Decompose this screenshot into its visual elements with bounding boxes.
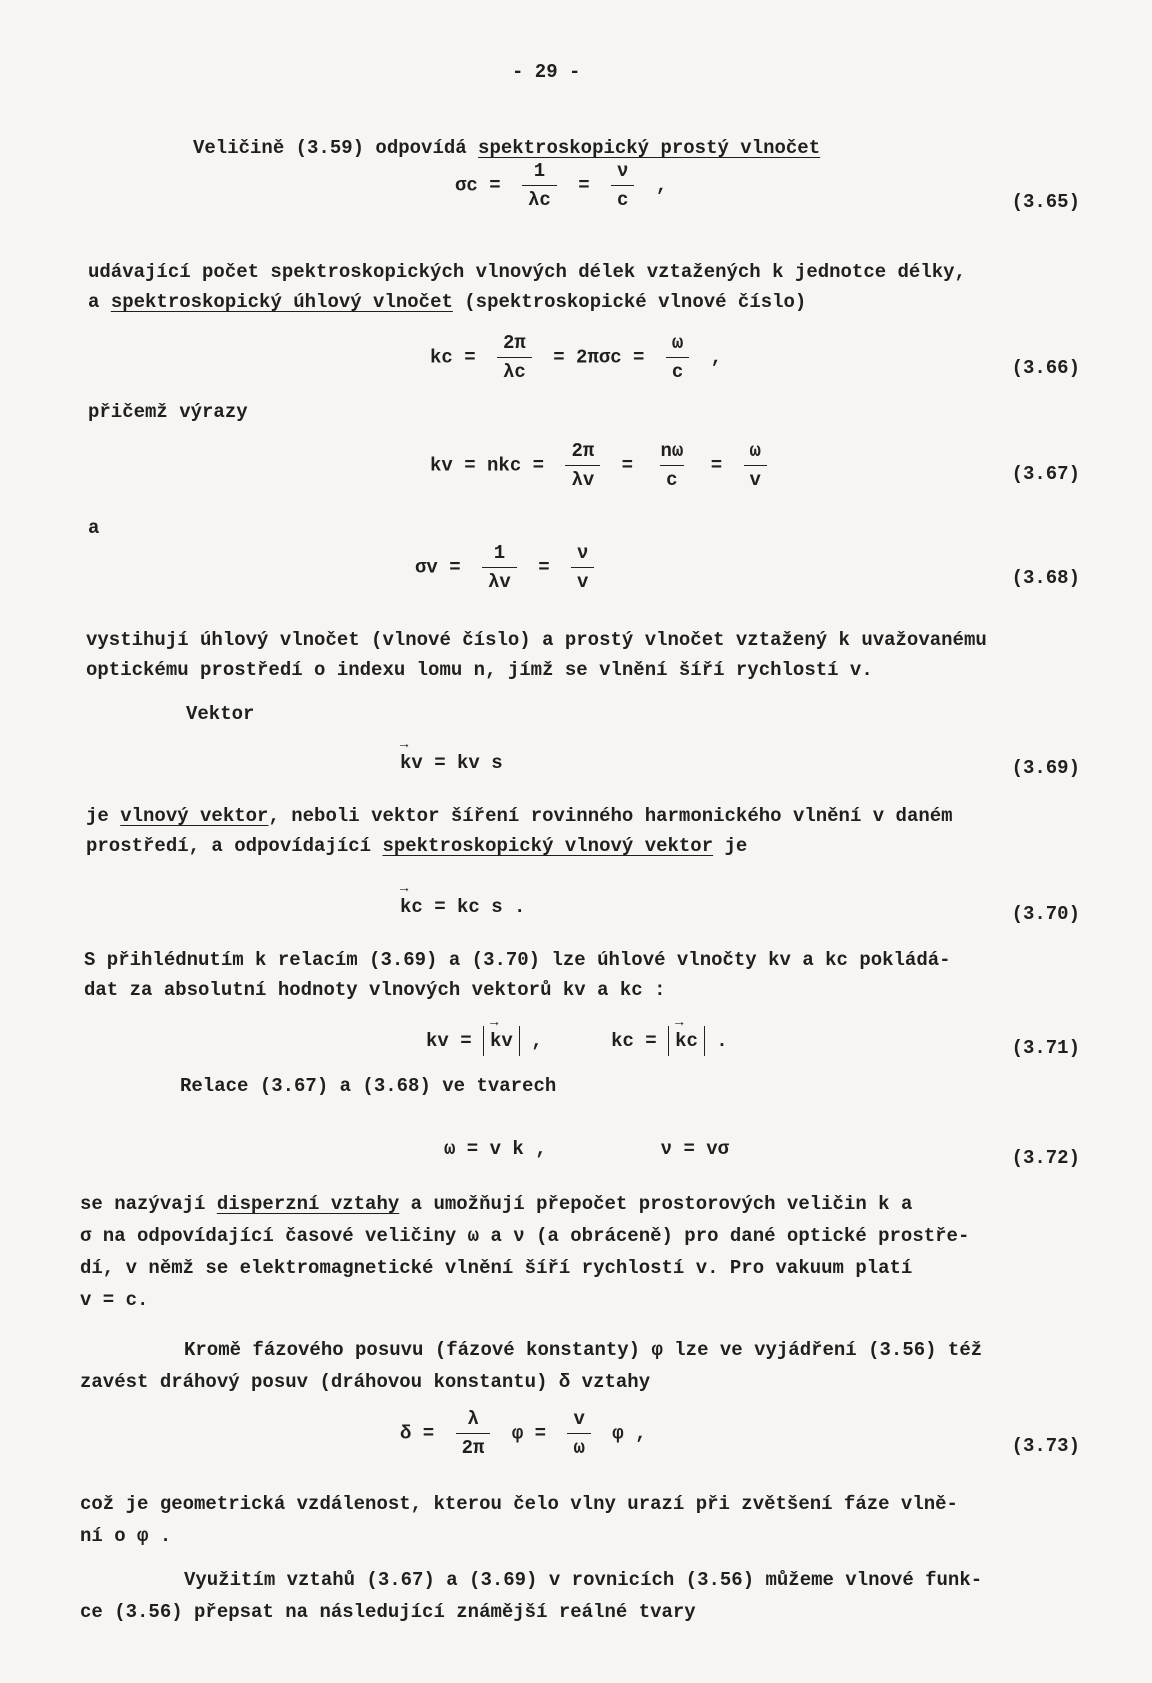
paragraph-13-line-2: ce (3.56) přepsat na následující známější reálné tvary (80, 1601, 696, 1623)
equation-number-3-72: (3.72) (1011, 1147, 1080, 1169)
term-spectroscopic-simple-wavenumber: spektroskopický prostý vlnočet (478, 137, 821, 159)
equation-3-67: kv = nkc = $\frac{2\pi}{\lambda v}$ = $\frac{n\omega}{c}$ = $\frac{\omega}{v}$ (430, 440, 777, 491)
paragraph-5-line-2: optickému prostředí o indexu lomu n, jímž se vlnění šíří rychlostí v. (86, 659, 873, 681)
paragraph-11-line-2: zavést dráhový posuv (dráhovou konstantu) δ vztahy (80, 1371, 651, 1393)
term-wave-vector: vlnový vektor (120, 805, 269, 827)
paragraph-7-line-2: prostředí, a odpovídající spektroskopický vlnový vektor je (86, 835, 748, 857)
equation-3-72: ω = v k , ν = vσ (444, 1138, 730, 1160)
paragraph-6: Vektor (186, 703, 255, 725)
paragraph-8-line-1: S přihlédnutím k relacím (3.69) a (3.70) lze úhlové vlnočty kv a kc pokládá- (84, 949, 951, 971)
equation-number-3-67: (3.67) (1011, 463, 1080, 485)
term-dispersion-relations: disperzní vztahy (216, 1193, 400, 1215)
equation-3-69: → kv = kv s (400, 752, 503, 774)
equation-number-3-73: (3.73) (1011, 1435, 1080, 1457)
paragraph-10-line-1: se nazývají disperzní vztahy a umožňují přepočet prostorových veličin k a (80, 1193, 913, 1215)
paragraph-5-line-1: vystihují úhlový vlnočet (vlnové číslo) a prostý vlnočet vztažený k uvažovanému (86, 629, 987, 651)
equation-number-3-71: (3.71) (1011, 1037, 1080, 1059)
paragraph-10-line-2: σ na odpovídající časové veličiny ω a ν (a obráceně) pro dané optické prostře- (80, 1225, 970, 1247)
paragraph-9: Relace (3.67) a (3.68) ve tvarech (180, 1075, 557, 1097)
paragraph-13-line-1: Využitím vztahů (3.67) a (3.69) v rovnicích (3.56) můžeme vlnové funk- (184, 1569, 983, 1591)
paragraph-12-line-2: ní o φ . (80, 1525, 172, 1547)
paragraph-10-line-3: dí, v němž se elektromagnetické vlnění šíří rychlostí v. Pro vakuum platí (80, 1257, 913, 1279)
paragraph-12-line-1: což je geometrická vzdálenost, kterou čelo vlny urazí při zvětšení fáze vlně- (80, 1493, 958, 1515)
paragraph-1: Veličině (3.59) odpovídá spektroskopický prostý vlnočet (193, 137, 821, 159)
paragraph-11-line-1: Kromě fázového posuvu (fázové konstanty) φ lze ve vyjádření (3.56) též (184, 1339, 983, 1361)
equation-number-3-68: (3.68) (1011, 567, 1080, 589)
paragraph-10-line-4: v = c. (80, 1289, 149, 1311)
paragraph-2-line-2: a spektroskopický úhlový vlnočet (spektroskopické vlnové číslo) (88, 291, 807, 313)
page-number: - 29 - (512, 61, 581, 83)
equation-3-68: σv = $\frac{1}{\lambda v}$ = $\frac{\nu}{v}$ (415, 542, 604, 593)
equation-3-66: kc = $\frac{2\pi}{\lambda c}$ = 2πσc = $\frac{\omega}{c}$ , (430, 332, 723, 383)
equation-number-3-70: (3.70) (1011, 903, 1080, 925)
equation-3-73: δ = $\frac{\lambda}{2\pi}$ φ = $\frac{v}{\omega}$ φ , (400, 1408, 647, 1459)
equation-number-3-69: (3.69) (1011, 757, 1080, 779)
paragraph-3: přičemž výrazy (88, 401, 248, 423)
equation-3-65: σc = $\frac{1}{\lambda c}$ = $\frac{\nu}{c}$ , (455, 160, 668, 211)
term-spectroscopic-angular-wavenumber: spektroskopický úhlový vlnočet (110, 291, 453, 313)
equation-number-3-66: (3.66) (1011, 357, 1080, 379)
paragraph-7-line-1: je vlnový vektor, neboli vektor šíření rovinného harmonického vlnění v daném (86, 805, 953, 827)
equation-3-71: kv = → kv , kc = → kc . (426, 1026, 728, 1056)
term-spectroscopic-wave-vector: spektroskopický vlnový vektor (382, 835, 714, 857)
paragraph-8-line-2: dat za absolutní hodnoty vlnových vektorů kv a kc : (84, 979, 666, 1001)
paragraph-4: a (88, 517, 100, 539)
equation-number-3-65: (3.65) (1011, 191, 1080, 213)
paragraph-2-line-1: udávající počet spektroskopických vlnových délek vztažených k jednotce délky, (88, 261, 966, 283)
equation-3-70: → kc = kc s . (400, 896, 525, 918)
